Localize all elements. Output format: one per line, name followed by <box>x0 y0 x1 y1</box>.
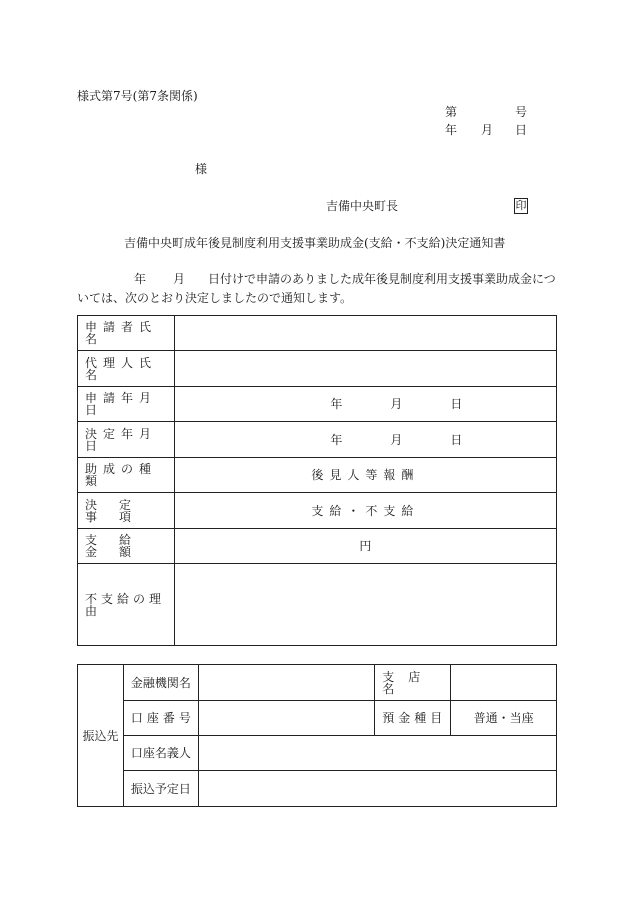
form-number: 様式第7号(第7条関係) <box>77 89 198 103</box>
agent-name-label: 代理人氏名 <box>78 351 175 387</box>
table-row <box>78 665 557 701</box>
account-number-value <box>198 701 375 736</box>
decision-table <box>77 315 557 646</box>
table-row <box>78 422 557 458</box>
date-day: 日 <box>515 123 528 137</box>
applicant-name-label: 申請者氏名 <box>78 316 175 351</box>
transfer-date-value <box>198 771 556 807</box>
deposit-type-value: 普通・当座 <box>451 701 557 736</box>
decision-date-value: 年 月 日 <box>174 422 556 458</box>
rejection-reason-value <box>174 564 556 646</box>
agent-name-value <box>174 351 556 387</box>
table-row <box>78 316 557 351</box>
issuer-name: 吉備中央町長 <box>326 199 399 213</box>
bank-transfer-table <box>77 664 557 807</box>
account-number-label: 口座番号 <box>123 701 198 736</box>
table-row <box>78 736 557 771</box>
rejection-reason-label: 不支給の理由 <box>78 564 175 646</box>
decision-item-value: 支給・不支給 <box>174 493 556 529</box>
application-date-label: 申請年月日 <box>78 387 175 422</box>
document-title: 吉備中央町成年後見制度利用支援事業助成金(支給・不支給)決定通知書 <box>124 236 506 250</box>
deposit-type-label: 預金種目 <box>375 701 451 736</box>
doc-number-suffix: 号 <box>515 105 528 119</box>
payment-amount-label: 支給金額 <box>78 529 175 564</box>
table-row <box>78 387 557 422</box>
transfer-destination-label: 振込先 <box>78 665 124 807</box>
branch-value <box>451 665 557 701</box>
applicant-name-value <box>174 316 556 351</box>
decision-item-label: 決定事項 <box>78 493 175 529</box>
table-row <box>78 564 557 646</box>
body-month: 月 <box>173 272 186 286</box>
addressee-honorific: 様 <box>195 162 208 176</box>
decision-date-label: 決定年月日 <box>78 422 175 458</box>
table-row <box>78 351 557 387</box>
transfer-date-label: 振込予定日 <box>123 771 198 807</box>
account-holder-label: 口座名義人 <box>123 736 198 771</box>
date-month: 月 <box>481 123 494 137</box>
grant-type-label: 助成の種類 <box>78 458 175 493</box>
table-row <box>78 493 557 529</box>
body-year: 年 <box>134 272 147 286</box>
table-row <box>78 529 557 564</box>
table-row <box>78 771 557 807</box>
bank-name-label: 金融機関名 <box>123 665 198 701</box>
doc-number-prefix: 第 <box>445 105 458 119</box>
seal-mark: 印 <box>515 199 527 212</box>
seal-icon <box>514 198 528 214</box>
application-date-value: 年 月 日 <box>174 387 556 422</box>
account-holder-value <box>198 736 556 771</box>
payment-amount-value: 円 <box>174 529 556 564</box>
grant-type-value: 後見人等報酬 <box>174 458 556 493</box>
body-line2: いては、次のとおり決定しましたので通知します。 <box>77 291 353 305</box>
table-row <box>78 458 557 493</box>
table-row <box>78 701 557 736</box>
bank-name-value <box>198 665 375 701</box>
branch-label: 支店名 <box>375 665 451 701</box>
date-year: 年 <box>445 123 458 137</box>
body-line1-rest: 日付けで申請のありました成年後見制度利用支援事業助成金につ <box>208 272 556 286</box>
